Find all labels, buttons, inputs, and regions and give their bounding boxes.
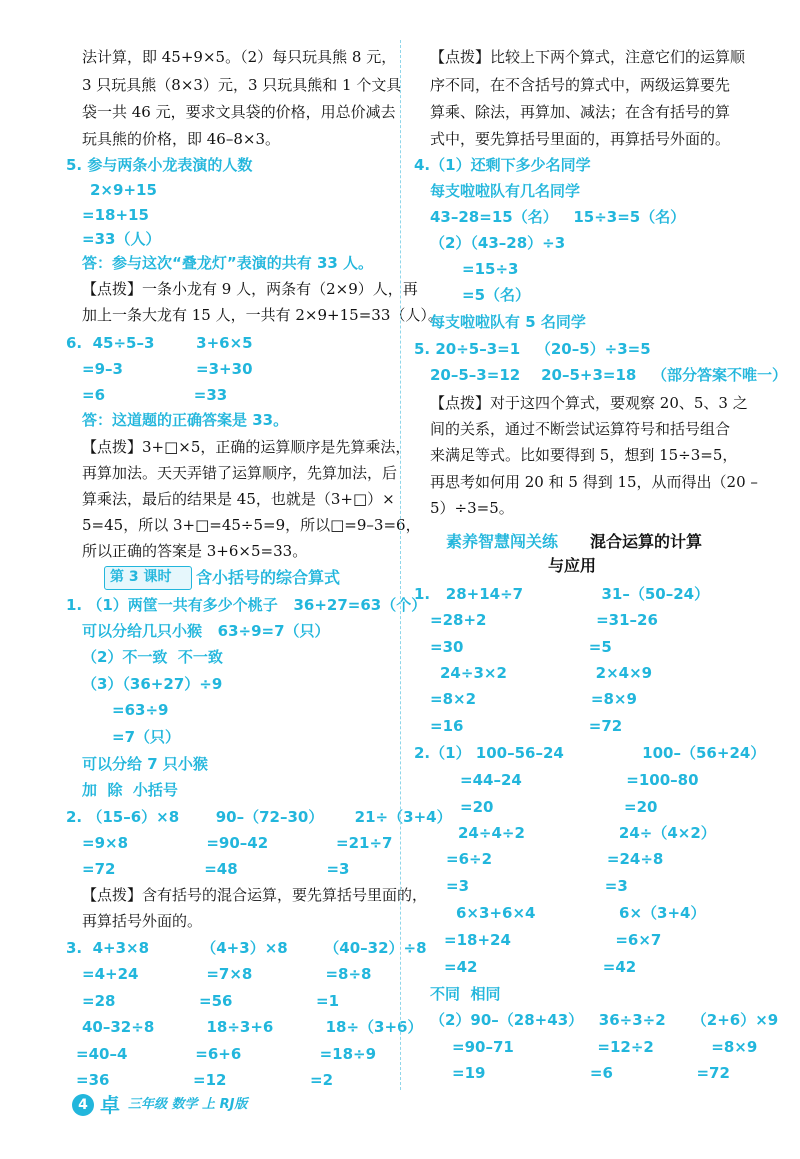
answer-line: 每支啦啦队有几名同学 xyxy=(430,182,581,200)
answer-line: =6÷2 =24÷8 xyxy=(446,850,664,868)
answer-line: 每支啦啦队有 5 名同学 xyxy=(430,313,586,331)
answer-line: 5. 20÷5–3=1 （20–5）÷3=5 xyxy=(414,340,651,358)
answer-line: （2）不一致 不一致 xyxy=(82,648,223,666)
answer-line: =6 =33 xyxy=(82,386,228,404)
answer-line: =36 =12 =2 xyxy=(76,1071,333,1089)
answer-line: =4+24 =7×8 =8÷8 xyxy=(82,965,372,983)
hint-line: 间的关系，通过不断尝试运算符号和括号组合 xyxy=(430,420,731,438)
answer-line: =7（只） xyxy=(112,728,181,746)
hint-line: 来满足等式。比如要得到 5，想到 15÷3=5， xyxy=(430,446,738,464)
hint-line: 5）÷3=5。 xyxy=(430,499,514,517)
answer-line: =90–71 =12÷2 =8×9 xyxy=(452,1038,758,1056)
answer-line: =44–24 =100–80 xyxy=(460,771,699,789)
answer-line: 20–5–3=12 20–5+3=18 （部分答案不唯一） xyxy=(430,366,788,384)
hint-line: 算乘、除法，再算加、减法；在含有括号的算 xyxy=(430,103,731,121)
section-title-continued: 与应用 xyxy=(548,556,597,575)
answer-line: （3）（36+27）÷9 xyxy=(82,675,223,693)
text-line: 法计算，即 45+9×5。（2）每只玩具熊 8 元， xyxy=(82,48,397,66)
answer-line: 40–32÷8 18÷3+6 18÷（3+6） xyxy=(82,1018,423,1036)
answer-line: 2. （15–6）×8 90–（72–30） 21÷（3+4） xyxy=(66,808,452,826)
answer-line: =15÷3 xyxy=(462,260,519,278)
hint-line: 【点拨】含有括号的混合运算，要先算括号里面的， xyxy=(82,886,428,904)
hint-line: 5=45，所以 3+□=45÷5=9，所以□=9–3=6， xyxy=(82,516,421,534)
answer-line: =72 =48 =3 xyxy=(82,860,350,878)
answer-line: =63÷9 xyxy=(112,701,169,719)
answer-line: 2.（1） 100–56–24 100–（56+24） xyxy=(414,744,766,762)
hint-line: 【点拨】一条小龙有 9 人，两条有（2×9）人，再 xyxy=(82,280,418,298)
page-number: 4 xyxy=(72,1094,94,1116)
hint-line: 加上一条大龙有 15 人，一共有 2×9+15=33（人）。 xyxy=(82,306,443,324)
answer-line: =5（名） xyxy=(462,286,531,304)
answer-line: =40–4 =6+6 =18÷9 xyxy=(76,1045,377,1063)
section-title: 混合运算的计算 xyxy=(590,532,703,551)
answer-line: 6. 45÷5–3 3+6×5 xyxy=(66,334,253,352)
answer-line: 3. 4+3×8 （4+3）×8 （40–32）÷8 xyxy=(66,939,427,957)
hint-line: 再算括号外面的。 xyxy=(82,912,203,930)
answer-line: =28 =56 =1 xyxy=(82,992,339,1010)
answer-line: =33（人） xyxy=(82,230,161,248)
answer-line: =3 =3 xyxy=(446,877,628,895)
answer-line: =16 =72 xyxy=(430,717,623,735)
answer-line: 1. （1）两筐一共有多少个桃子 36+27=63（个） xyxy=(66,596,427,614)
hint-line: 序不同，在不含括号的算式中，两级运算要先 xyxy=(430,76,731,94)
hint-line: 【点拨】3+□×5，正确的运算顺序是先算乘法， xyxy=(82,438,411,456)
answer-line: 可以分给 7 只小猴 xyxy=(82,755,208,773)
hint-line: 式中，要先算括号里面的，再算括号外面的。 xyxy=(430,130,731,148)
answer-line: 答：参与这次“叠龙灯”表演的共有 33 人。 xyxy=(82,254,374,272)
answer-line: =28+2 =31–26 xyxy=(430,611,658,629)
answer-line: =20 =20 xyxy=(460,798,658,816)
hint-line: 所以正确的答案是 3+6×5=33。 xyxy=(82,542,308,560)
answer-line: 2×9+15 xyxy=(90,181,157,199)
answer-line: 1. 28+14÷7 31–（50–24） xyxy=(414,585,710,603)
answer-line: 6×3+6×4 6×（3+4） xyxy=(456,904,706,922)
answer-line: 答：这道题的正确答案是 33。 xyxy=(82,411,289,429)
text-line: 3 只玩具熊（8×3）元，3 只玩具熊和 1 个文具 xyxy=(82,76,402,94)
answer-line: =19 =6 =72 xyxy=(452,1064,730,1082)
text-line: 袋一共 46 元，要求文具袋的价格，用总价减去 xyxy=(82,103,396,121)
answer-line: （2）（43–28）÷3 xyxy=(430,234,566,252)
section-title-badge: 素养智慧闯关练 xyxy=(446,532,559,551)
book-info: 三年级 数学 上 RJ版 xyxy=(128,1097,248,1112)
answer-line: 24÷3×2 2×4×9 xyxy=(440,664,653,682)
answer-line: 加 除 小括号 xyxy=(82,781,178,799)
answer-line: =9×8 =90–42 =21÷7 xyxy=(82,834,393,852)
answer-line: 可以分给几只小猴 63÷9=7（只） xyxy=(82,622,330,640)
hint-line: 再思考如何用 20 和 5 得到 15，从而得出（20 – xyxy=(430,473,758,491)
hint-line: 【点拨】对于这四个算式，要观察 20、5、3 之 xyxy=(430,394,748,412)
hint-line: 再算加法。天天弄错了运算顺序，先算加法，后 xyxy=(82,464,398,482)
answer-line: =9–3 =3+30 xyxy=(82,360,253,378)
answer-line: 5. 参与两条小龙表演的人数 xyxy=(66,156,253,174)
lesson-tag: 第 3 课时 xyxy=(110,569,172,585)
hint-line: 算乘法，最后的结果是 45，也就是（3+□）× xyxy=(82,490,395,508)
answer-line: 4.（1）还剩下多少名同学 xyxy=(414,156,591,174)
answer-line: 43–28=15（名） 15÷3=5（名） xyxy=(430,208,686,226)
answer-line: 不同 相同 xyxy=(430,985,501,1003)
column-divider xyxy=(400,40,401,1090)
answer-line: =8×2 =8×9 xyxy=(430,690,637,708)
answer-line: =42 =42 xyxy=(444,958,637,976)
brand-logo: 卓 xyxy=(100,1093,120,1117)
text-line: 玩具熊的价格，即 46–8×3。 xyxy=(82,130,281,148)
answer-line: =30 =5 xyxy=(430,638,612,656)
answer-line: =18+24 =6×7 xyxy=(444,931,662,949)
lesson-title: 含小括号的综合算式 xyxy=(196,568,341,587)
hint-line: 【点拨】比较上下两个算式，注意它们的运算顺 xyxy=(430,48,746,66)
answer-line: （2）90–（28+43） 36÷3÷2 （2+6）×9 xyxy=(430,1011,779,1029)
answer-line: =18+15 xyxy=(82,206,149,224)
answer-line: 24÷4÷2 24÷（4×2） xyxy=(458,824,716,842)
